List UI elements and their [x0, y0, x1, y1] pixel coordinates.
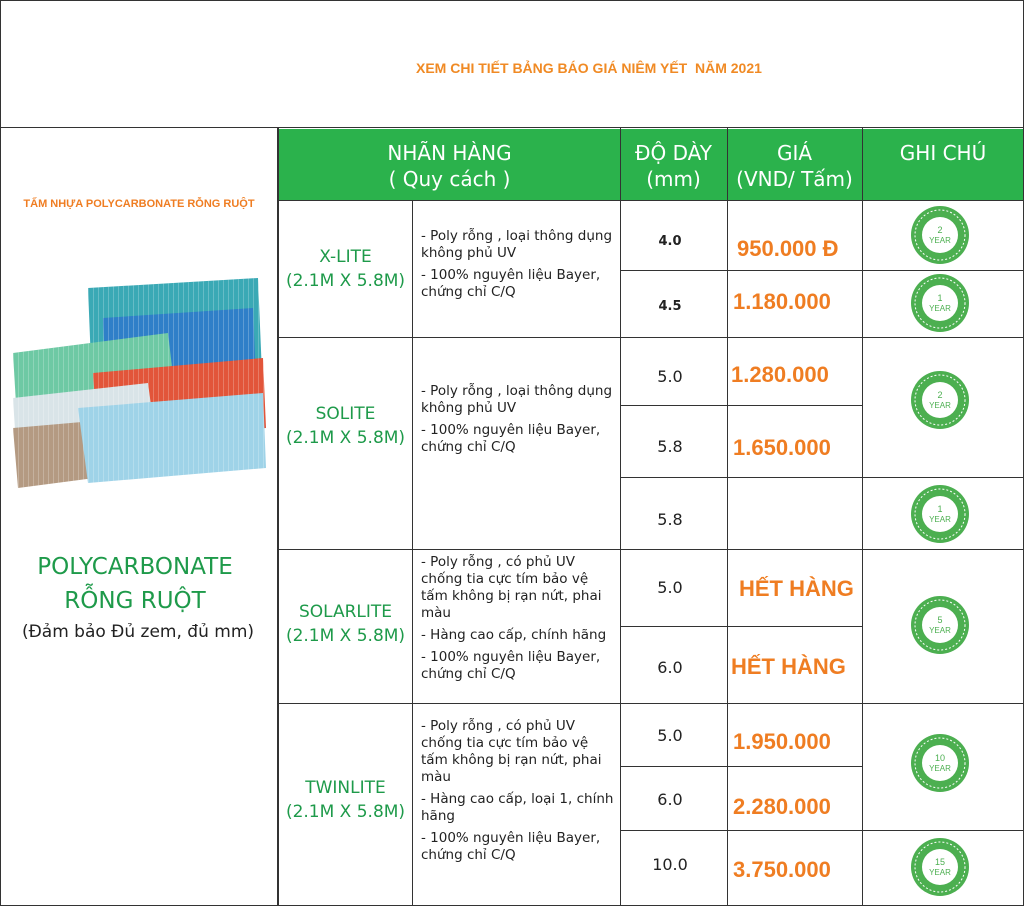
- grid-hline-note: [862, 270, 1024, 271]
- grid-hline-row: [620, 477, 1024, 478]
- header-brand: [279, 140, 620, 192]
- header-price-line1: GIÁ: [776, 141, 813, 165]
- brand-name: SOLITE: [315, 404, 376, 424]
- grid-hline: [278, 200, 1024, 201]
- badge-years: 2: [937, 225, 943, 235]
- price-cell: 2.280.000: [733, 794, 831, 819]
- header-thickness: [620, 140, 727, 192]
- grid-vline: [412, 200, 413, 906]
- grid-hline: [278, 703, 1024, 704]
- desc-xlite: [421, 228, 616, 306]
- badge-label: YEAR: [929, 764, 951, 773]
- thickness-cell: 10.0: [652, 855, 688, 874]
- thickness-cell: 4.0: [658, 234, 682, 249]
- badge-label: YEAR: [929, 868, 951, 877]
- banner-title[interactable]: XEM CHI TIẾT BẢNG BÁO GIÁ NIÊM YẾT NĂM 2021: [416, 60, 762, 76]
- thickness-cell: 5.8: [657, 510, 683, 529]
- header-brand-line2: ( Quy cách ): [388, 167, 511, 191]
- grid-hline: [278, 337, 1024, 338]
- desc-line: - Poly rỗng , loại thông dụng không phủ UV: [421, 228, 613, 261]
- price-cell: 1.650.000: [733, 435, 831, 460]
- desc-line: - 100% nguyên liệu Bayer, chứng chỉ C/Q: [421, 830, 601, 863]
- desc-solarlite: [421, 554, 616, 688]
- badge-years: 10: [934, 753, 946, 763]
- desc-line: - 100% nguyên liệu Bayer, chứng chỉ C/Q: [421, 267, 601, 300]
- thickness-cell: 5.0: [657, 726, 683, 745]
- warranty-badge-icon: [910, 733, 970, 793]
- desc-line: - Poly rỗng , có phủ UV chống tia cực tím bảo vệ tấm không bị rạn nứt, phai màu: [421, 554, 602, 621]
- warranty-badge-icon: [910, 484, 970, 544]
- thickness-cell: 6.0: [657, 790, 683, 809]
- desc-line: - Hàng cao cấp, chính hãng: [421, 627, 607, 643]
- badge-label: YEAR: [929, 515, 951, 524]
- grid-hline: [278, 549, 1024, 550]
- thickness-cell: 4.5: [658, 299, 682, 314]
- header-price: [727, 140, 862, 192]
- brand-size: (2.1M X 5.8M): [285, 626, 406, 646]
- brand-solite: [279, 402, 412, 450]
- badge-years: 15: [934, 857, 946, 867]
- grid-hline-row: [620, 270, 862, 271]
- brand-size: (2.1M X 5.8M): [285, 802, 406, 822]
- price-cell: HẾT HÀNG: [731, 654, 846, 679]
- warranty-badge-icon: [910, 205, 970, 265]
- price-cell: 3.750.000: [733, 857, 831, 882]
- badge-years: 2: [937, 390, 943, 400]
- price-cell: 1.180.000: [733, 289, 831, 314]
- price-cell: 950.000 Đ: [737, 236, 839, 261]
- thickness-cell: 5.0: [657, 367, 683, 386]
- badge-years: 1: [937, 504, 943, 514]
- left-subtitle: (Đảm bảo Đủ zem, đủ mm): [21, 622, 255, 642]
- brand-twinlite: [279, 776, 412, 824]
- brand-xlite: [279, 245, 412, 293]
- header-note: GHI CHÚ: [899, 141, 987, 165]
- desc-line: - Poly rỗng , có phủ UV chống tia cực tím bảo vệ tấm không bị rạn nứt, phai màu: [421, 718, 602, 785]
- desc-line: - 100% nguyên liệu Bayer, chứng chỉ C/Q: [421, 422, 601, 455]
- grid-hline-row: [620, 405, 862, 406]
- desc-line: - 100% nguyên liệu Bayer, chứng chỉ C/Q: [421, 649, 601, 682]
- price-cell: HẾT HÀNG: [739, 576, 854, 601]
- badge-label: YEAR: [929, 304, 951, 313]
- grid-vline: [727, 128, 728, 906]
- warranty-badge-icon: [910, 595, 970, 655]
- banner: [0, 0, 1024, 128]
- badge-label: YEAR: [929, 236, 951, 245]
- left-big-title-line2: RỖNG RUỘT: [64, 588, 206, 614]
- thickness-cell: 5.8: [657, 437, 683, 456]
- grid-hline-row: [620, 830, 1024, 831]
- warranty-badge-icon: [910, 273, 970, 333]
- brand-size: (2.1M X 5.8M): [285, 428, 406, 448]
- desc-twinlite: [421, 718, 616, 869]
- header-brand-line1: NHÃN HÀNG: [387, 141, 512, 165]
- badge-label: YEAR: [929, 626, 951, 635]
- thickness-cell: 5.0: [657, 578, 683, 597]
- grid-vline: [862, 128, 863, 906]
- header-price-line2: (VND/ Tấm): [736, 167, 853, 191]
- header-thickness-line2: (mm): [646, 167, 701, 191]
- grid-hline-row: [620, 766, 862, 767]
- warranty-badge-icon: [910, 837, 970, 897]
- thickness-cell: 6.0: [657, 658, 683, 677]
- desc-line: - Poly rỗng , loại thông dụng không phủ UV: [421, 383, 613, 416]
- brand-name: TWINLITE: [305, 778, 386, 798]
- price-cell: 1.950.000: [733, 729, 831, 754]
- brand-solarlite: [279, 600, 412, 648]
- warranty-badge-icon: [910, 370, 970, 430]
- brand-name: SOLARLITE: [298, 602, 393, 622]
- badge-label: YEAR: [929, 401, 951, 410]
- brand-size: (2.1M X 5.8M): [285, 271, 406, 291]
- brand-name: X-LITE: [319, 247, 372, 267]
- left-panel: [0, 128, 278, 906]
- price-cell: 1.280.000: [731, 362, 829, 387]
- desc-solite: [421, 383, 616, 461]
- badge-years: 1: [937, 293, 943, 303]
- badge-years: 5: [937, 615, 943, 625]
- grid-hline-row: [620, 626, 862, 627]
- polycarbonate-sheets-image: [8, 278, 272, 493]
- desc-line: - Hàng cao cấp, loại 1, chính hãng: [421, 791, 614, 824]
- left-big-title-line1: POLYCARBONATE: [37, 554, 233, 580]
- left-small-title: TẤM NHỰA POLYCARBONATE RỖNG RUỘT: [23, 198, 255, 210]
- header-thickness-line1: ĐỘ DÀY: [635, 141, 712, 165]
